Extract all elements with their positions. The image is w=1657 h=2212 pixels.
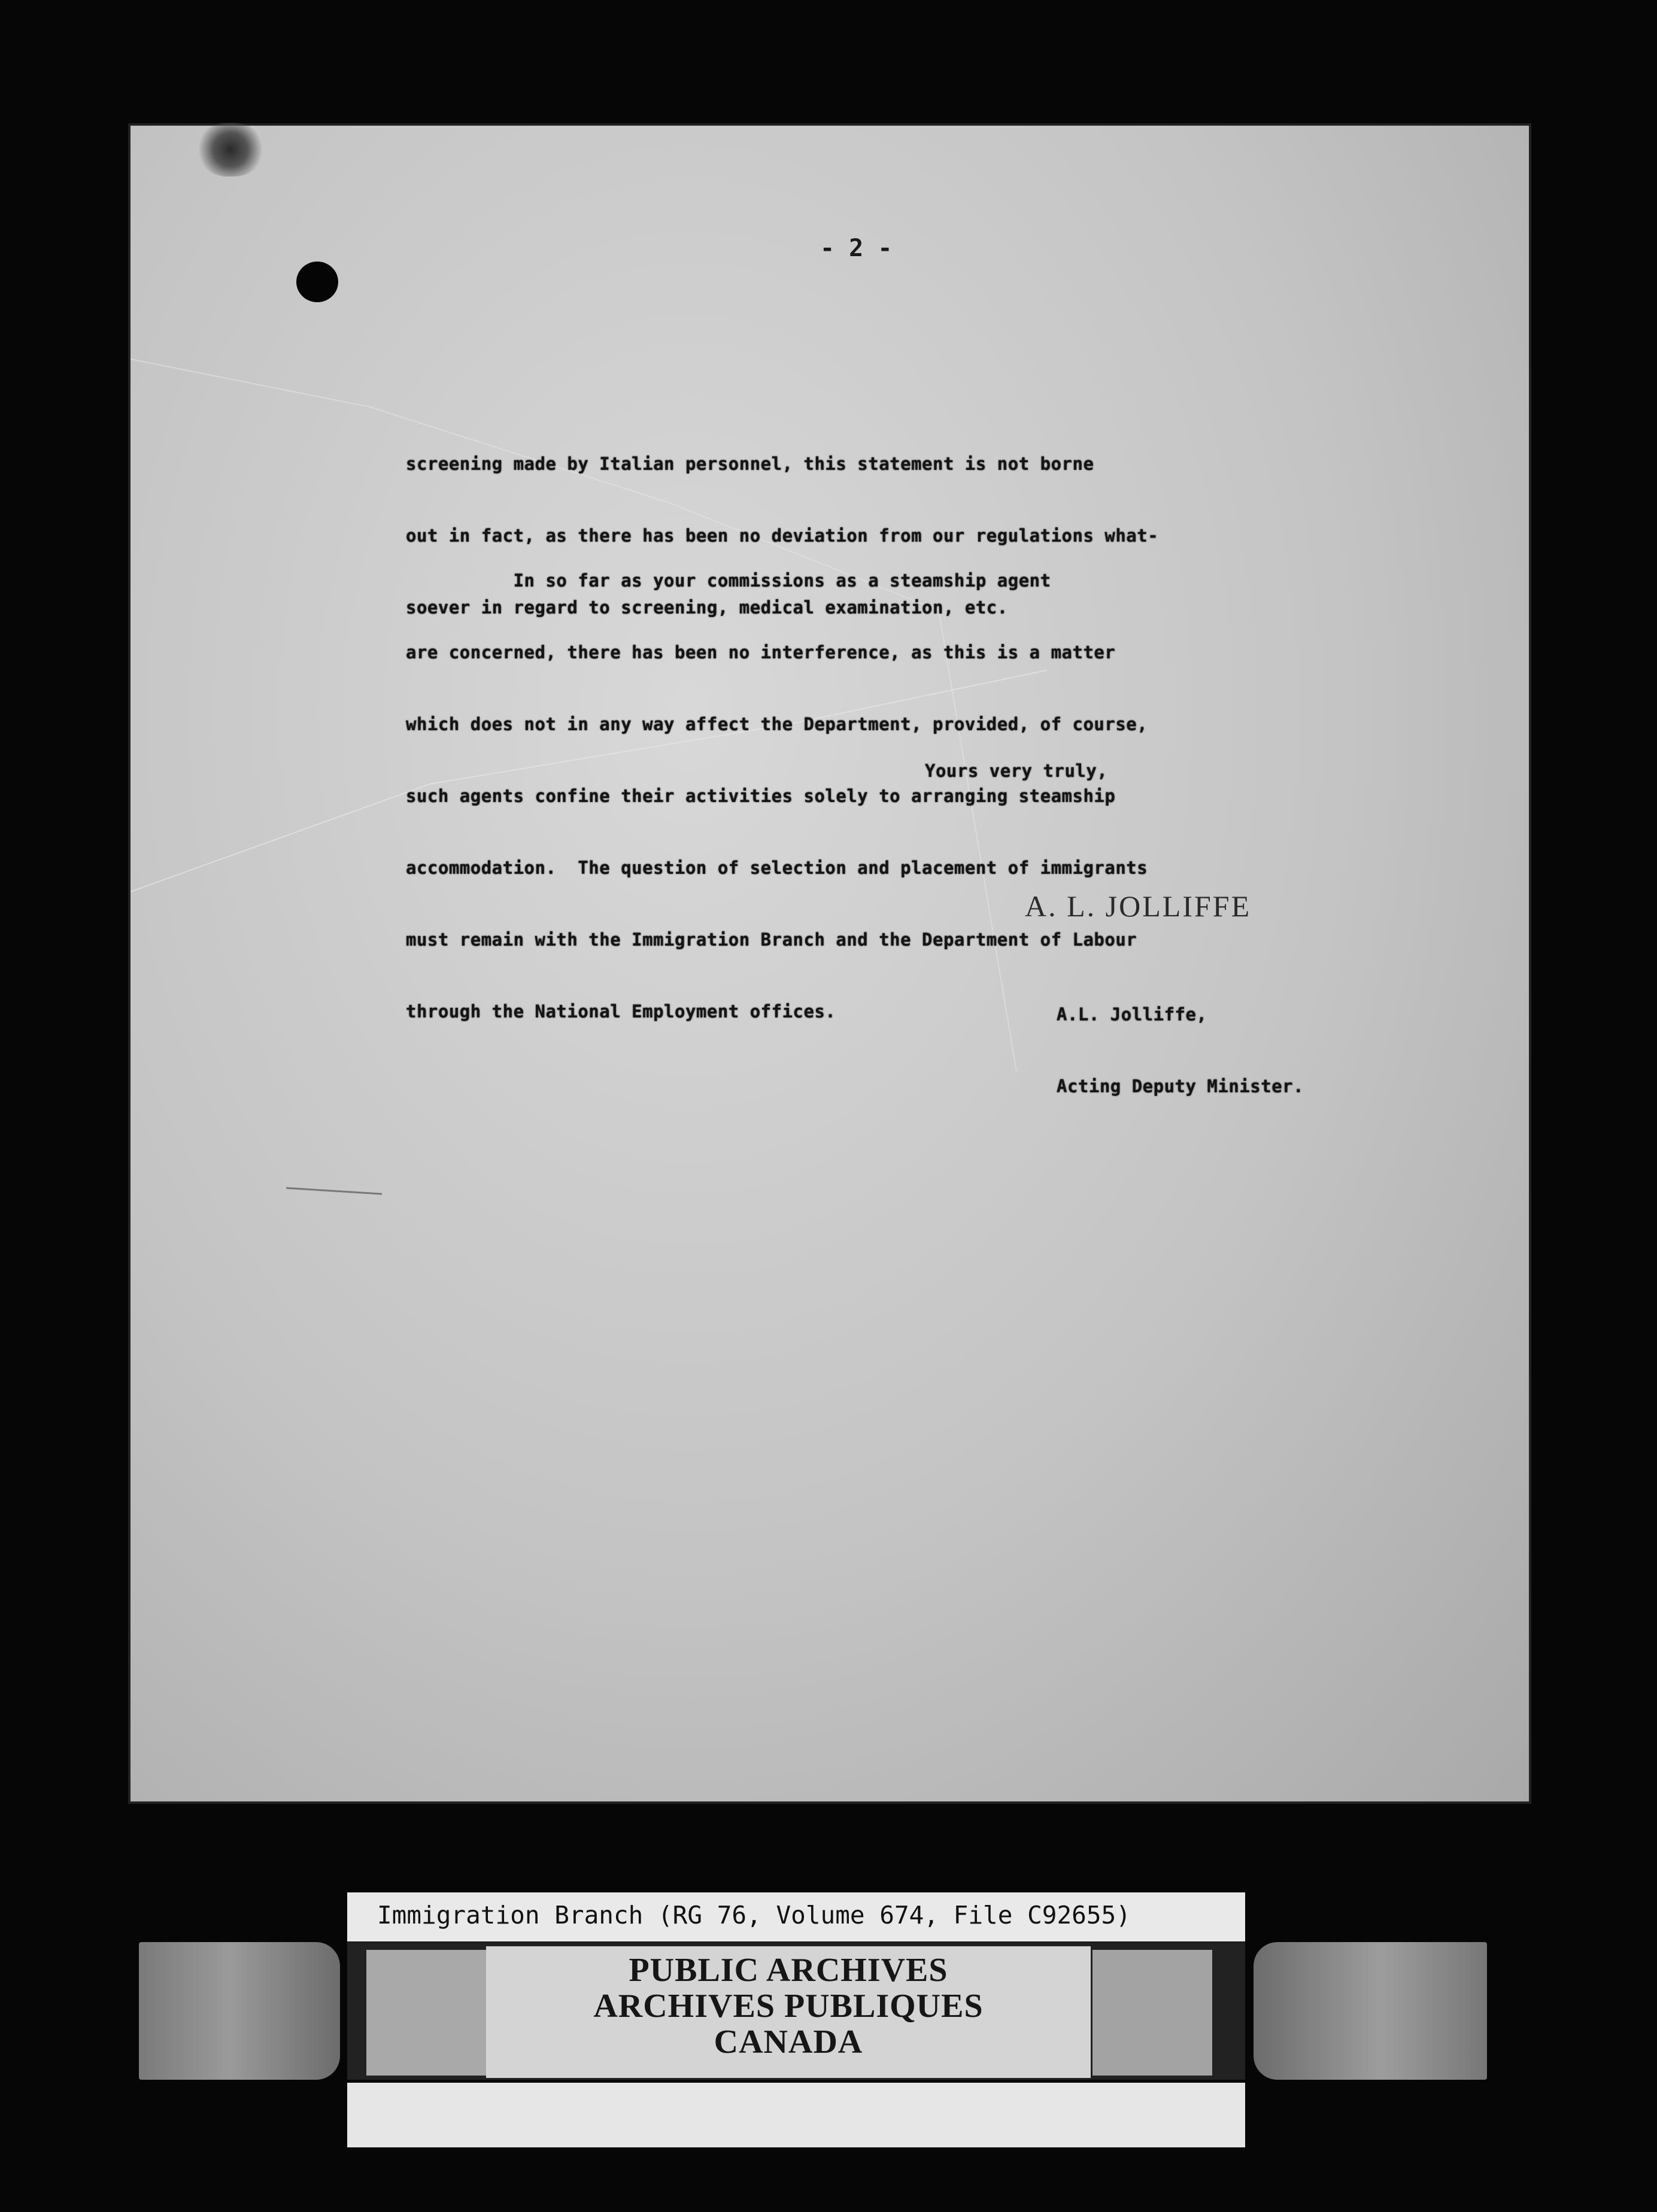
signer-title: Acting Deputy Minister. [1057, 1076, 1304, 1096]
punch-hole [296, 262, 338, 302]
page-number: - 2 - [820, 235, 893, 262]
signature-block [1057, 955, 1304, 1122]
archive-line-fr: ARCHIVES PUBLIQUES [593, 1988, 984, 2025]
film-tab-right [1254, 1942, 1487, 2080]
text-line: out in fact, as there has been no deviation from our regulations what- [406, 525, 1159, 546]
closing-line: Yours very truly, [925, 761, 1108, 781]
bottom-label-strip [347, 2083, 1245, 2147]
paragraph-2 [406, 521, 1148, 1047]
text-line: are concerned, there has been no interference, as this is a matter [406, 642, 1116, 663]
text-line: soever in regard to screening, medical examination, etc. [406, 597, 1008, 618]
text-line: through the National Employment offices. [406, 1001, 836, 1022]
clip-left [366, 1950, 486, 2076]
archive-line-country: CANADA [714, 2023, 863, 2061]
text-line: which does not in any way affect the Department, provided, of course, [406, 714, 1148, 734]
archive-line-en: PUBLIC ARCHIVES [629, 1952, 948, 1989]
signature-stamp: A. L. JOLLIFFE [1025, 889, 1252, 923]
smudge-mark [198, 123, 263, 177]
text-line: accommodation. The question of selection and placement of immigrants [406, 858, 1148, 878]
text-line: screening made by Italian personnel, this statement is not borne [406, 454, 1094, 474]
archive-stamp [486, 1952, 1091, 2060]
clip-right [1092, 1950, 1212, 2076]
text-line: In so far as your commissions as a steamship agent [406, 570, 1051, 591]
file-reference-label: Immigration Branch (RG 76, Volume 674, File C92655) [377, 1901, 1131, 1930]
signer-name: A.L. Jolliffe, [1057, 1004, 1207, 1025]
text-line: such agents confine their activities solely to arranging steamship [406, 786, 1116, 806]
film-tab-left [139, 1942, 340, 2080]
text-line: must remain with the Immigration Branch and the Department of Labour [406, 929, 1137, 950]
